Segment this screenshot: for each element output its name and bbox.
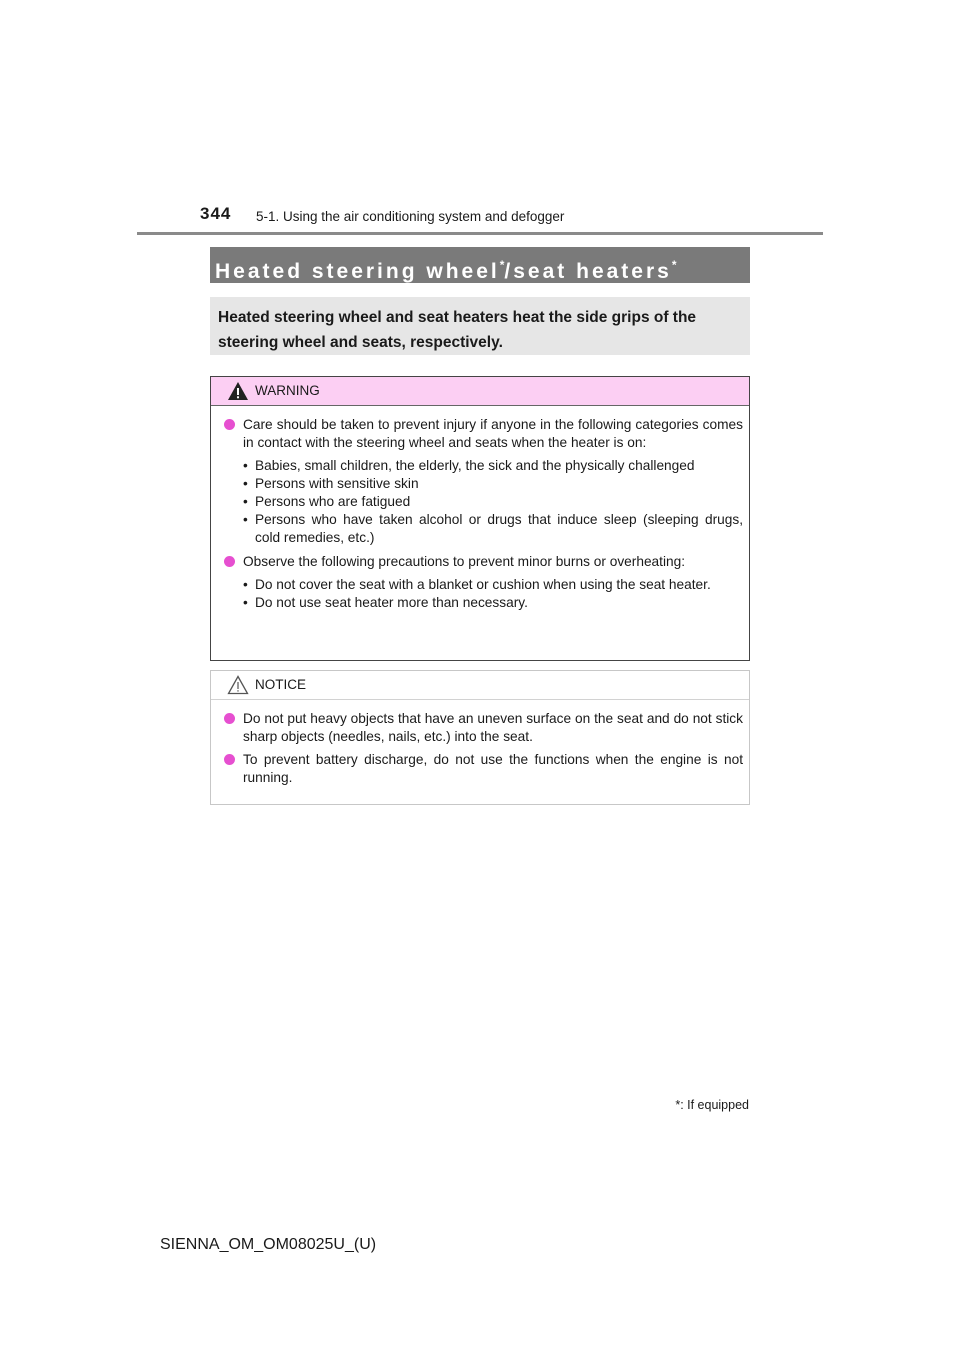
warning-sub-list — [224, 576, 743, 612]
warning-item — [224, 416, 743, 452]
heading-mark-1: * — [499, 258, 505, 272]
notice-item — [224, 751, 743, 787]
pink-dot-icon — [224, 713, 235, 724]
notice-body — [211, 700, 749, 787]
pink-dot-icon — [224, 754, 235, 765]
footer-document-code: SIENNA_OM_OM08025U_(U) — [160, 1236, 377, 1253]
notice-item-text: Do not put heavy objects that have an uneven surface on the seat and do not stick sharp objects (needles, nails, etc.) into the seat. — [243, 711, 743, 744]
header-rule — [137, 232, 823, 235]
notice-item-text: To prevent battery discharge, do not use the functions when the engine is not running. — [243, 752, 743, 785]
list-item: • Persons who have taken alcohol or drugs that induce sleep (sleeping drugs, cold remedies, etc.) — [243, 512, 743, 545]
heading-text-2: /seat heaters — [504, 260, 672, 283]
warning-body — [211, 406, 749, 612]
notice-item — [224, 710, 743, 746]
warning-box — [210, 376, 750, 661]
warning-triangle-icon — [227, 381, 249, 401]
pink-dot-icon — [224, 419, 235, 430]
list-item: • Babies, small children, the elderly, the sick and the physically challenged — [243, 458, 695, 473]
warning-label: WARNING — [255, 383, 320, 398]
warning-header — [211, 377, 749, 406]
heading-text-1: Heated steering wheel — [215, 260, 500, 283]
notice-label: NOTICE — [255, 677, 307, 692]
list-item: • Persons who are fatigued — [243, 494, 411, 509]
intro-box — [210, 297, 750, 355]
caution-triangle-outline-icon — [227, 675, 249, 695]
section-title: 5-1. Using the air conditioning system and defogger — [256, 209, 565, 224]
footnote — [675, 1098, 749, 1112]
warning-item-text: Observe the following precautions to prevent minor burns or overheating: — [243, 554, 686, 569]
footnote-text: : If equipped — [680, 1098, 749, 1112]
warning-sub-list — [224, 457, 743, 547]
warning-item-text: Care should be taken to prevent injury if anyone in the following categories comes in contact with the steering wheel and seats when the heater is on: — [243, 417, 743, 450]
footnote-mark: * — [675, 1098, 681, 1112]
intro-text: Heated steering wheel and seat heaters heat the side grips of the steering wheel and seats, respectively. — [218, 309, 697, 351]
list-item: • Do not use seat heater more than necessary. — [243, 595, 528, 610]
page-number: 344 — [200, 204, 232, 223]
list-item: • Do not cover the seat with a blanket or cushion when using the seat heater. — [243, 577, 711, 592]
warning-item — [224, 553, 743, 571]
heading-mark-2: * — [671, 258, 677, 272]
notice-header — [211, 671, 749, 700]
list-item: • Persons with sensitive skin — [243, 476, 419, 491]
notice-box — [210, 670, 750, 805]
page-heading — [210, 247, 750, 283]
pink-dot-icon — [224, 556, 235, 567]
